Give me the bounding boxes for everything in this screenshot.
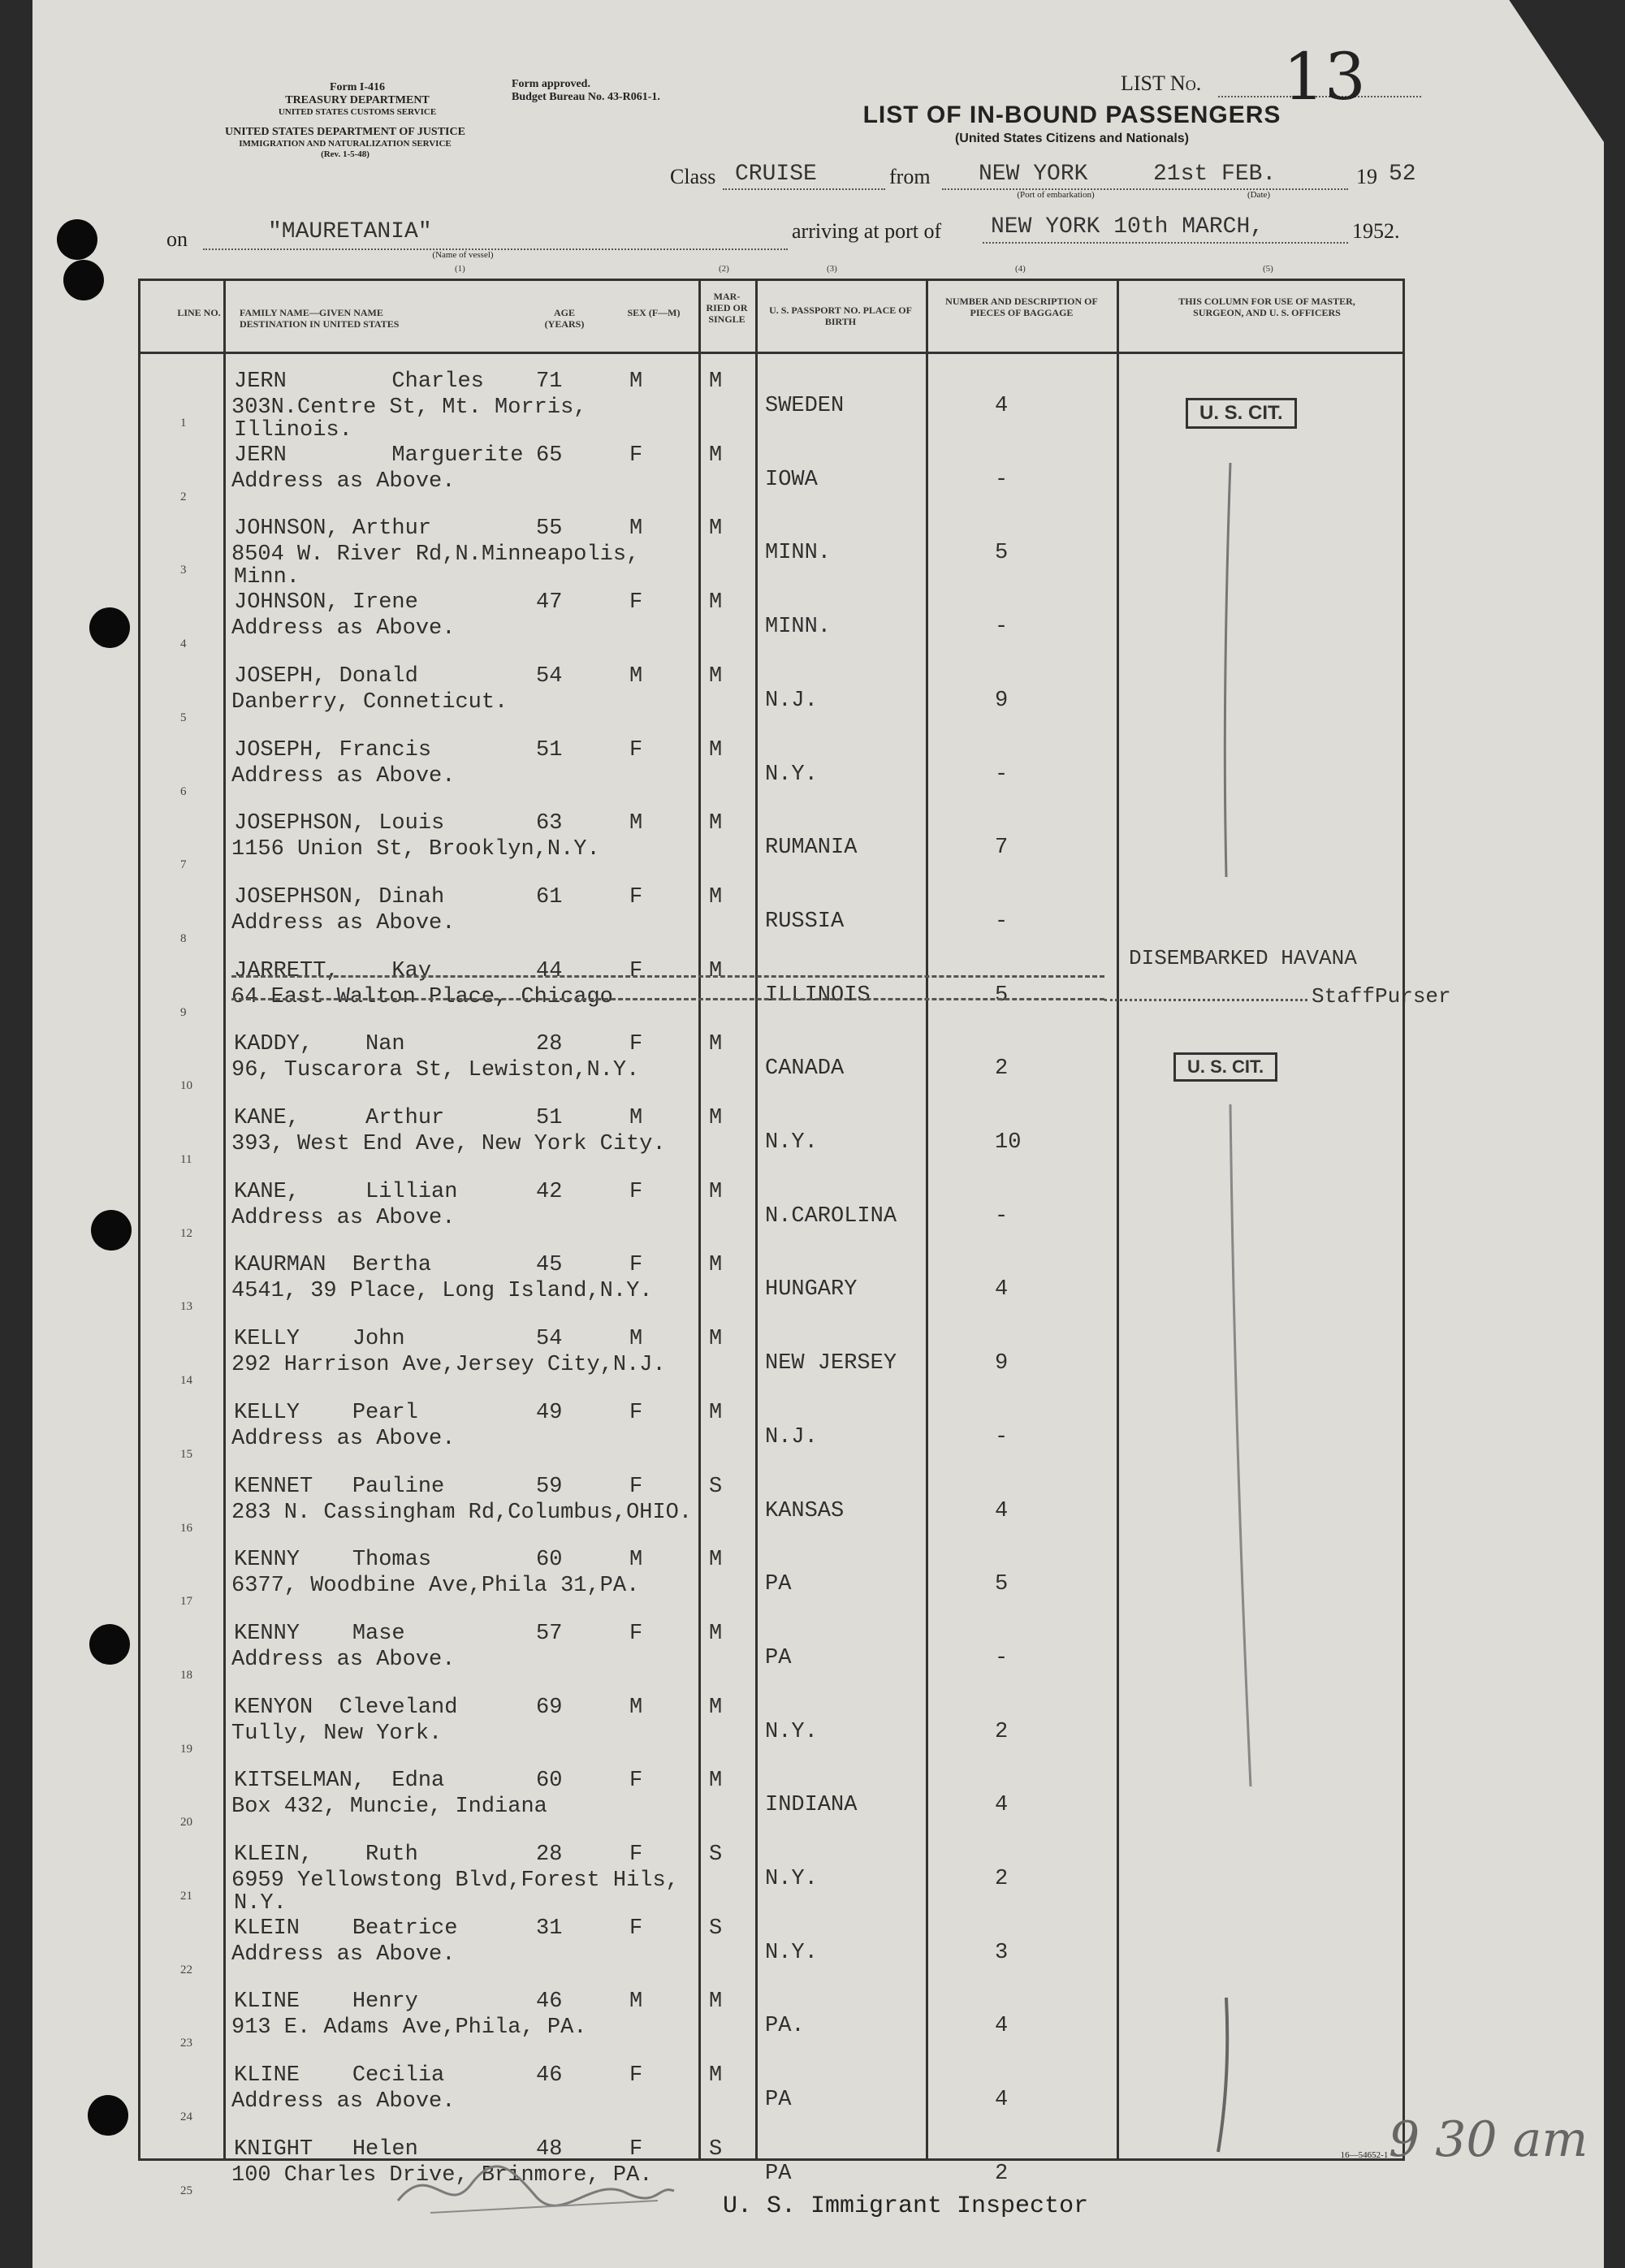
place-of-birth: PA <box>765 1572 792 1596</box>
passenger-destination: Address as Above. <box>231 1942 456 1967</box>
passenger-sex: F <box>629 1769 643 1793</box>
passenger-age: 49 <box>536 1401 563 1425</box>
list-no-label: LIST No. <box>1121 71 1202 95</box>
punch-hole <box>57 219 97 260</box>
page-subtitle: (United States Citizens and Nationals) <box>954 132 1190 145</box>
table-row <box>0 885 1625 958</box>
col-num-4: (4) <box>1015 264 1026 274</box>
passenger-destination: 303N.Centre St, Mt. Morris, <box>231 395 587 420</box>
passenger-age: 60 <box>536 1548 563 1572</box>
marital-status: M <box>709 2063 723 2088</box>
baggage-count: - <box>995 1646 1009 1670</box>
passenger-sex: M <box>629 1989 643 2014</box>
line-number: 12 <box>180 1227 192 1240</box>
us-cit-stamp: U. S. CIT. <box>1186 398 1297 429</box>
passenger-destination: 913 E. Adams Ave,Phila, PA. <box>231 2015 587 2040</box>
form-header-left <box>236 81 479 118</box>
col-line-no: LINE NO. <box>177 307 221 318</box>
treasury-label: TREASURY DEPARTMENT <box>285 94 430 106</box>
passenger-name: JOHNSON, Irene <box>234 590 418 615</box>
passenger-sex: F <box>629 1253 643 1277</box>
passenger-age: 28 <box>536 1032 563 1056</box>
passenger-sex: F <box>629 959 643 983</box>
marital-status: M <box>709 959 723 983</box>
col-baggage: NUMBER AND DESCRIPTION OF PIECES OF BAGGAGE <box>945 296 1098 318</box>
passenger-age: 31 <box>536 1916 563 1941</box>
arrival-line <box>983 242 1348 244</box>
passenger-name: JERN Marguerite <box>234 443 524 468</box>
baggage-count: 10 <box>995 1130 1022 1155</box>
baggage-count: 2 <box>995 1056 1009 1081</box>
place-of-birth: NEW JERSEY <box>765 1351 897 1376</box>
passenger-sex: M <box>629 516 643 541</box>
passenger-age: 46 <box>536 2063 563 2088</box>
passenger-destination: 100 Charles Drive, Brinmore, PA. <box>231 2163 653 2188</box>
passenger-age: 45 <box>536 1253 563 1277</box>
arriving-label: arriving at port of <box>792 219 942 243</box>
place-of-birth: RUSSIA <box>765 909 845 934</box>
marital-status: M <box>709 1032 723 1056</box>
col-sex: SEX (F—M) <box>627 307 681 318</box>
baggage-count: - <box>995 909 1009 934</box>
col-num-1: (1) <box>455 264 465 274</box>
place-of-birth: N.J. <box>765 1425 818 1449</box>
passenger-name: KITSELMAN, Edna <box>234 1769 445 1793</box>
passenger-destination: 292 Harrison Ave,Jersey City,N.J. <box>231 1353 666 1377</box>
line-number: 10 <box>180 1079 192 1092</box>
line-number: 24 <box>180 2110 192 2123</box>
col-officers: THIS COLUMN FOR USE OF MASTER, SURGEON, AND U. S. OFFICERS <box>1178 296 1355 318</box>
col-num-2: (2) <box>719 264 729 274</box>
line-number: 14 <box>180 1374 192 1387</box>
passenger-destination: Address as Above. <box>231 1206 456 1230</box>
line-number: 4 <box>180 637 187 650</box>
passenger-age: 51 <box>536 1106 563 1130</box>
disembarked-note: DISEMBARKED HAVANA <box>1129 946 1357 970</box>
passenger-sex: F <box>629 1180 643 1204</box>
inspector-label: U. S. Immigrant Inspector <box>723 2192 1089 2220</box>
line-number: 9 <box>180 1006 187 1019</box>
baggage-count: - <box>995 762 1009 787</box>
passenger-name: KNIGHT Helen <box>234 2137 418 2162</box>
customs-label: UNITED STATES CUSTOMS SERVICE <box>278 107 437 117</box>
marital-status: S <box>709 1916 723 1941</box>
passenger-name: KENNET Pauline <box>234 1475 445 1499</box>
col-age: AGE (YEARS) <box>544 307 585 330</box>
passenger-name: KLINE Henry <box>234 1989 418 2014</box>
budget-label: Budget Bureau No. 43-R061-1. <box>512 91 660 103</box>
from-label: from <box>889 165 931 188</box>
passenger-sex: M <box>629 664 643 689</box>
table-row <box>0 1769 1625 1842</box>
place-of-birth: RUMANIA <box>765 836 858 860</box>
line-number: 22 <box>180 1963 192 1976</box>
place-of-birth: ILLINOIS <box>765 983 871 1008</box>
passenger-sex: F <box>629 1842 643 1867</box>
passenger-age: 54 <box>536 1327 563 1351</box>
passenger-name: KENYON Cleveland <box>234 1696 458 1720</box>
line-number: 16 <box>180 1522 192 1535</box>
baggage-count: 4 <box>995 1793 1009 1817</box>
passenger-sex: M <box>629 1696 643 1720</box>
table-row <box>0 738 1625 811</box>
marital-status: M <box>709 1548 723 1572</box>
col-married: MAR- RIED OR SINGLE <box>706 291 748 325</box>
passenger-sex: F <box>629 1401 643 1425</box>
passenger-age: 46 <box>536 1989 563 2014</box>
passenger-age: 65 <box>536 443 563 468</box>
baggage-count: - <box>995 1204 1009 1229</box>
us-cit-stamp-2: U. S. CIT. <box>1173 1052 1277 1082</box>
passenger-sex: F <box>629 1916 643 1941</box>
passenger-sex: F <box>629 1032 643 1056</box>
passenger-sex: M <box>629 1548 643 1572</box>
passenger-name: KENNY Thomas <box>234 1548 432 1572</box>
passenger-destination: Address as Above. <box>231 2089 456 2114</box>
baggage-count: - <box>995 615 1009 639</box>
passenger-sex: F <box>629 1622 643 1646</box>
passenger-destination: Address as Above. <box>231 616 456 641</box>
passenger-name: JOHNSON, Arthur <box>234 516 432 541</box>
place-of-birth: N.Y. <box>765 1867 818 1891</box>
passenger-destination: 6377, Woodbine Ave,Phila 31,PA. <box>231 1574 640 1598</box>
baggage-count: 5 <box>995 1572 1009 1596</box>
table-row <box>0 1475 1625 1548</box>
passenger-age: 28 <box>536 1842 563 1867</box>
pencil-check-lines <box>1169 455 1267 2160</box>
baggage-count: 4 <box>995 1277 1009 1302</box>
table-row <box>0 1032 1625 1105</box>
line-number: 8 <box>180 932 187 945</box>
passenger-destination: 1156 Union St, Brooklyn,N.Y. <box>231 837 600 862</box>
marital-status: M <box>709 516 723 541</box>
passenger-sex: F <box>629 590 643 615</box>
table-row <box>0 1842 1625 1916</box>
place-of-birth: N.Y. <box>765 1130 818 1155</box>
passenger-age: 48 <box>536 2137 563 2162</box>
passenger-destination: Tully, New York. <box>231 1722 443 1746</box>
passenger-destination: Address as Above. <box>231 764 456 788</box>
passenger-age: 47 <box>536 590 563 615</box>
rev-label: (Rev. 1-5-48) <box>321 149 370 159</box>
table-row <box>0 1916 1625 1989</box>
line-number: 15 <box>180 1448 192 1461</box>
place-of-birth: PA <box>765 1646 792 1670</box>
table-row <box>0 516 1625 590</box>
passenger-name: KANE, Arthur <box>234 1106 445 1130</box>
on-label: on <box>166 227 188 251</box>
baggage-count: 2 <box>995 2162 1009 2186</box>
page-corner <box>1508 0 1606 145</box>
passenger-age: 59 <box>536 1475 563 1499</box>
table-row <box>0 1327 1625 1400</box>
col-destination-label: DESTINATION IN UNITED STATES <box>240 318 400 330</box>
place-of-birth: N.J. <box>765 689 818 713</box>
passenger-age: 71 <box>536 369 563 394</box>
line-number: 17 <box>180 1595 192 1608</box>
passenger-sex: F <box>629 1475 643 1499</box>
passenger-destination: 283 N. Cassingham Rd,Columbus,OHIO. <box>231 1501 693 1525</box>
passenger-age: 51 <box>536 738 563 762</box>
baggage-count: - <box>995 1425 1009 1449</box>
place-of-birth: N.Y. <box>765 762 818 787</box>
place-of-birth: INDIANA <box>765 1793 858 1817</box>
baggage-count: 2 <box>995 1720 1009 1744</box>
marital-status: M <box>709 443 723 468</box>
passenger-destination-cont: Minn. <box>234 565 300 590</box>
baggage-count: 9 <box>995 689 1009 713</box>
passenger-destination: Danberry, Conneticut. <box>231 690 508 715</box>
place-of-birth: N.Y. <box>765 1941 818 1965</box>
passenger-destination: 393, West End Ave, New York City. <box>231 1132 666 1156</box>
passenger-name: JARRETT, Kay <box>234 959 432 983</box>
table-row <box>0 1989 1625 2063</box>
place-of-birth: HUNGARY <box>765 1277 858 1302</box>
passenger-age: 69 <box>536 1696 563 1720</box>
passenger-destination: 6959 Yellowstong Blvd,Forest Hils, <box>231 1868 679 1893</box>
approved-label: Form approved. <box>512 78 590 90</box>
baggage-count: 4 <box>995 394 1009 418</box>
marital-status: M <box>709 590 723 615</box>
passenger-sex: F <box>629 2137 643 2162</box>
passenger-sex: F <box>629 738 643 762</box>
line-number: 20 <box>180 1816 192 1829</box>
passenger-age: 54 <box>536 664 563 689</box>
marital-status: M <box>709 1696 723 1720</box>
passenger-age: 60 <box>536 1769 563 1793</box>
place-of-birth: MINN. <box>765 615 832 639</box>
baggage-count: 7 <box>995 836 1009 860</box>
vessel-name: "MAURETANIA" <box>268 219 432 244</box>
marital-status: M <box>709 664 723 689</box>
baggage-count: 2 <box>995 1867 1009 1891</box>
baggage-count: 5 <box>995 983 1009 1008</box>
marital-status: M <box>709 1327 723 1351</box>
vessel-caption: (Name of vessel) <box>432 250 494 260</box>
form-header-doj <box>162 126 528 160</box>
passenger-name: JOSEPHSON, Dinah <box>234 885 445 909</box>
passenger-destination: 8504 W. River Rd,N.Minneapolis, <box>231 542 640 567</box>
header-rule <box>138 352 1405 354</box>
passenger-destination: Address as Above. <box>231 1648 456 1672</box>
passenger-sex: F <box>629 2063 643 2088</box>
place-of-birth: N.CAROLINA <box>765 1204 897 1229</box>
passenger-destination: Address as Above. <box>231 911 456 935</box>
passenger-age: 42 <box>536 1180 563 1204</box>
place-of-birth: PA <box>765 2162 792 2186</box>
line-number: 1 <box>180 417 187 430</box>
doj-label: UNITED STATES DEPARTMENT OF JUSTICE <box>225 126 465 138</box>
class-value: CRUISE <box>735 162 817 187</box>
date-caption: (Date) <box>1247 190 1271 200</box>
marital-status: M <box>709 811 723 836</box>
class-line <box>723 188 885 190</box>
ins-label: IMMIGRATION AND NATURALIZATION SERVICE <box>239 139 452 149</box>
passenger-destination: 96, Tuscarora St, Lewiston,N.Y. <box>231 1058 640 1082</box>
inspector-signature <box>382 2152 690 2225</box>
passenger-name: KLINE Cecilia <box>234 2063 445 2088</box>
line-number: 2 <box>180 490 187 503</box>
marital-status: M <box>709 1180 723 1204</box>
passenger-destination: Address as Above. <box>231 469 456 494</box>
marital-status: M <box>709 1253 723 1277</box>
baggage-count: - <box>995 468 1009 492</box>
baggage-count: 5 <box>995 541 1009 565</box>
place-of-birth: SWEDEN <box>765 394 845 418</box>
passenger-name: JERN Charles <box>234 369 484 394</box>
passenger-sex: M <box>629 1327 643 1351</box>
passenger-age: 57 <box>536 1622 563 1646</box>
form-code: 16—54652-1 <box>1340 2150 1389 2160</box>
passenger-destination: Box 432, Muncie, Indiana <box>231 1795 547 1819</box>
col-passport: U. S. PASSPORT NO. PLACE OF BIRTH <box>769 305 912 327</box>
place-of-birth: CANADA <box>765 1056 845 1081</box>
line-number: 6 <box>180 785 187 798</box>
table-row <box>0 2063 1625 2136</box>
page-title: LIST OF IN-BOUND PASSENGERS <box>862 102 1281 128</box>
arrival-year: 1952. <box>1352 219 1400 243</box>
baggage-count: 9 <box>995 1351 1009 1376</box>
passenger-sex: F <box>629 443 643 468</box>
table-row <box>0 1622 1625 1695</box>
place-of-birth: MINN. <box>765 541 832 565</box>
marital-status: S <box>709 1475 723 1499</box>
passenger-name: KLEIN, Ruth <box>234 1842 418 1867</box>
line-number: 7 <box>180 858 187 871</box>
arrival-value: NEW YORK 10th MARCH, <box>991 214 1264 240</box>
passenger-age: 55 <box>536 516 563 541</box>
line-number: 5 <box>180 711 187 724</box>
place-of-birth: KANSAS <box>765 1499 845 1523</box>
marital-status: S <box>709 1842 723 1867</box>
passenger-sex: M <box>629 1106 643 1130</box>
baggage-count: 4 <box>995 2014 1009 2038</box>
col-family-name-label: FAMILY NAME—GIVEN NAME <box>240 307 383 318</box>
table-row <box>0 811 1625 884</box>
year-suffix: 52 <box>1389 162 1416 187</box>
purser-note: StaffPurser <box>1312 984 1451 1009</box>
passenger-destination: 64 East Walton Place, Chicago <box>231 985 613 1009</box>
baggage-count: 4 <box>995 1499 1009 1523</box>
year-prefix: 19 <box>1356 165 1377 188</box>
list-number: 13 <box>1283 39 1366 114</box>
table-row <box>0 443 1625 516</box>
passenger-destination-cont: Illinois. <box>234 418 352 443</box>
passenger-age: 61 <box>536 885 563 909</box>
passenger-name: KAURMAN Bertha <box>234 1253 432 1277</box>
from-value: NEW YORK <box>979 162 1088 187</box>
col-family-name <box>240 307 499 330</box>
marital-status: M <box>709 1106 723 1130</box>
line-number: 21 <box>180 1890 192 1903</box>
marital-status: S <box>709 2137 723 2162</box>
line-number: 13 <box>180 1300 192 1313</box>
passenger-age: 63 <box>536 811 563 836</box>
col-num-5: (5) <box>1263 264 1273 274</box>
passenger-name: JOSEPHSON, Louis <box>234 811 445 836</box>
passenger-name: KELLY John <box>234 1327 405 1351</box>
passenger-name: KENNY Mase <box>234 1622 405 1646</box>
table-row <box>0 1180 1625 1253</box>
baggage-count: 3 <box>995 1941 1009 1965</box>
form-id: Form I-416 <box>329 81 386 93</box>
passenger-destination: 4541, 39 Place, Long Island,N.Y. <box>231 1279 653 1303</box>
punch-hole <box>63 260 104 300</box>
marital-status: M <box>709 1401 723 1425</box>
passenger-sex: M <box>629 369 643 394</box>
table-row <box>0 369 1625 443</box>
table-row <box>0 1253 1625 1326</box>
baggage-count: 4 <box>995 2088 1009 2112</box>
passenger-name: JOSEPH, Francis <box>234 738 432 762</box>
passenger-name: KANE, Lillian <box>234 1180 458 1204</box>
line-number: 3 <box>180 564 187 577</box>
passenger-name: JOSEPH, Donald <box>234 664 418 689</box>
table-row <box>0 664 1625 737</box>
place-of-birth: N.Y. <box>765 1720 818 1744</box>
marital-status: M <box>709 885 723 909</box>
row-strikethrough <box>231 998 1104 1000</box>
port-caption: (Port of embarkation) <box>1017 190 1095 200</box>
date-value: 21st FEB. <box>1153 162 1277 187</box>
table-row <box>0 590 1625 663</box>
passenger-destination-cont: N.Y. <box>234 1891 287 1916</box>
passenger-age: 44 <box>536 959 563 983</box>
place-of-birth: PA. <box>765 2014 805 2038</box>
line-number: 25 <box>180 2184 192 2197</box>
passenger-name: KLEIN Beatrice <box>234 1916 458 1941</box>
line-number: 23 <box>180 2037 192 2050</box>
marital-status: M <box>709 369 723 394</box>
place-of-birth: IOWA <box>765 468 818 492</box>
col-num-3: (3) <box>827 264 837 274</box>
passenger-name: KADDY, Nan <box>234 1032 405 1056</box>
marital-status: M <box>709 1622 723 1646</box>
marital-status: M <box>709 1989 723 2014</box>
table-row <box>0 1548 1625 1621</box>
passenger-sex: M <box>629 811 643 836</box>
place-of-birth: PA <box>765 2088 792 2112</box>
line-number: 11 <box>180 1153 192 1166</box>
class-label: Class <box>670 165 716 188</box>
row-strikethrough <box>231 975 1104 978</box>
passenger-sex: F <box>629 885 643 909</box>
passenger-name: KELLY Pearl <box>234 1401 418 1425</box>
table-row <box>0 1696 1625 1769</box>
line-number: 19 <box>180 1743 192 1756</box>
passenger-destination: Address as Above. <box>231 1427 456 1451</box>
table-row <box>0 1106 1625 1179</box>
line-number: 18 <box>180 1669 192 1682</box>
table-row <box>0 1401 1625 1474</box>
pencil-time-note: 9 30 am <box>1389 2111 1588 2168</box>
marital-status: M <box>709 1769 723 1793</box>
form-approval <box>512 78 739 104</box>
marital-status: M <box>709 738 723 762</box>
